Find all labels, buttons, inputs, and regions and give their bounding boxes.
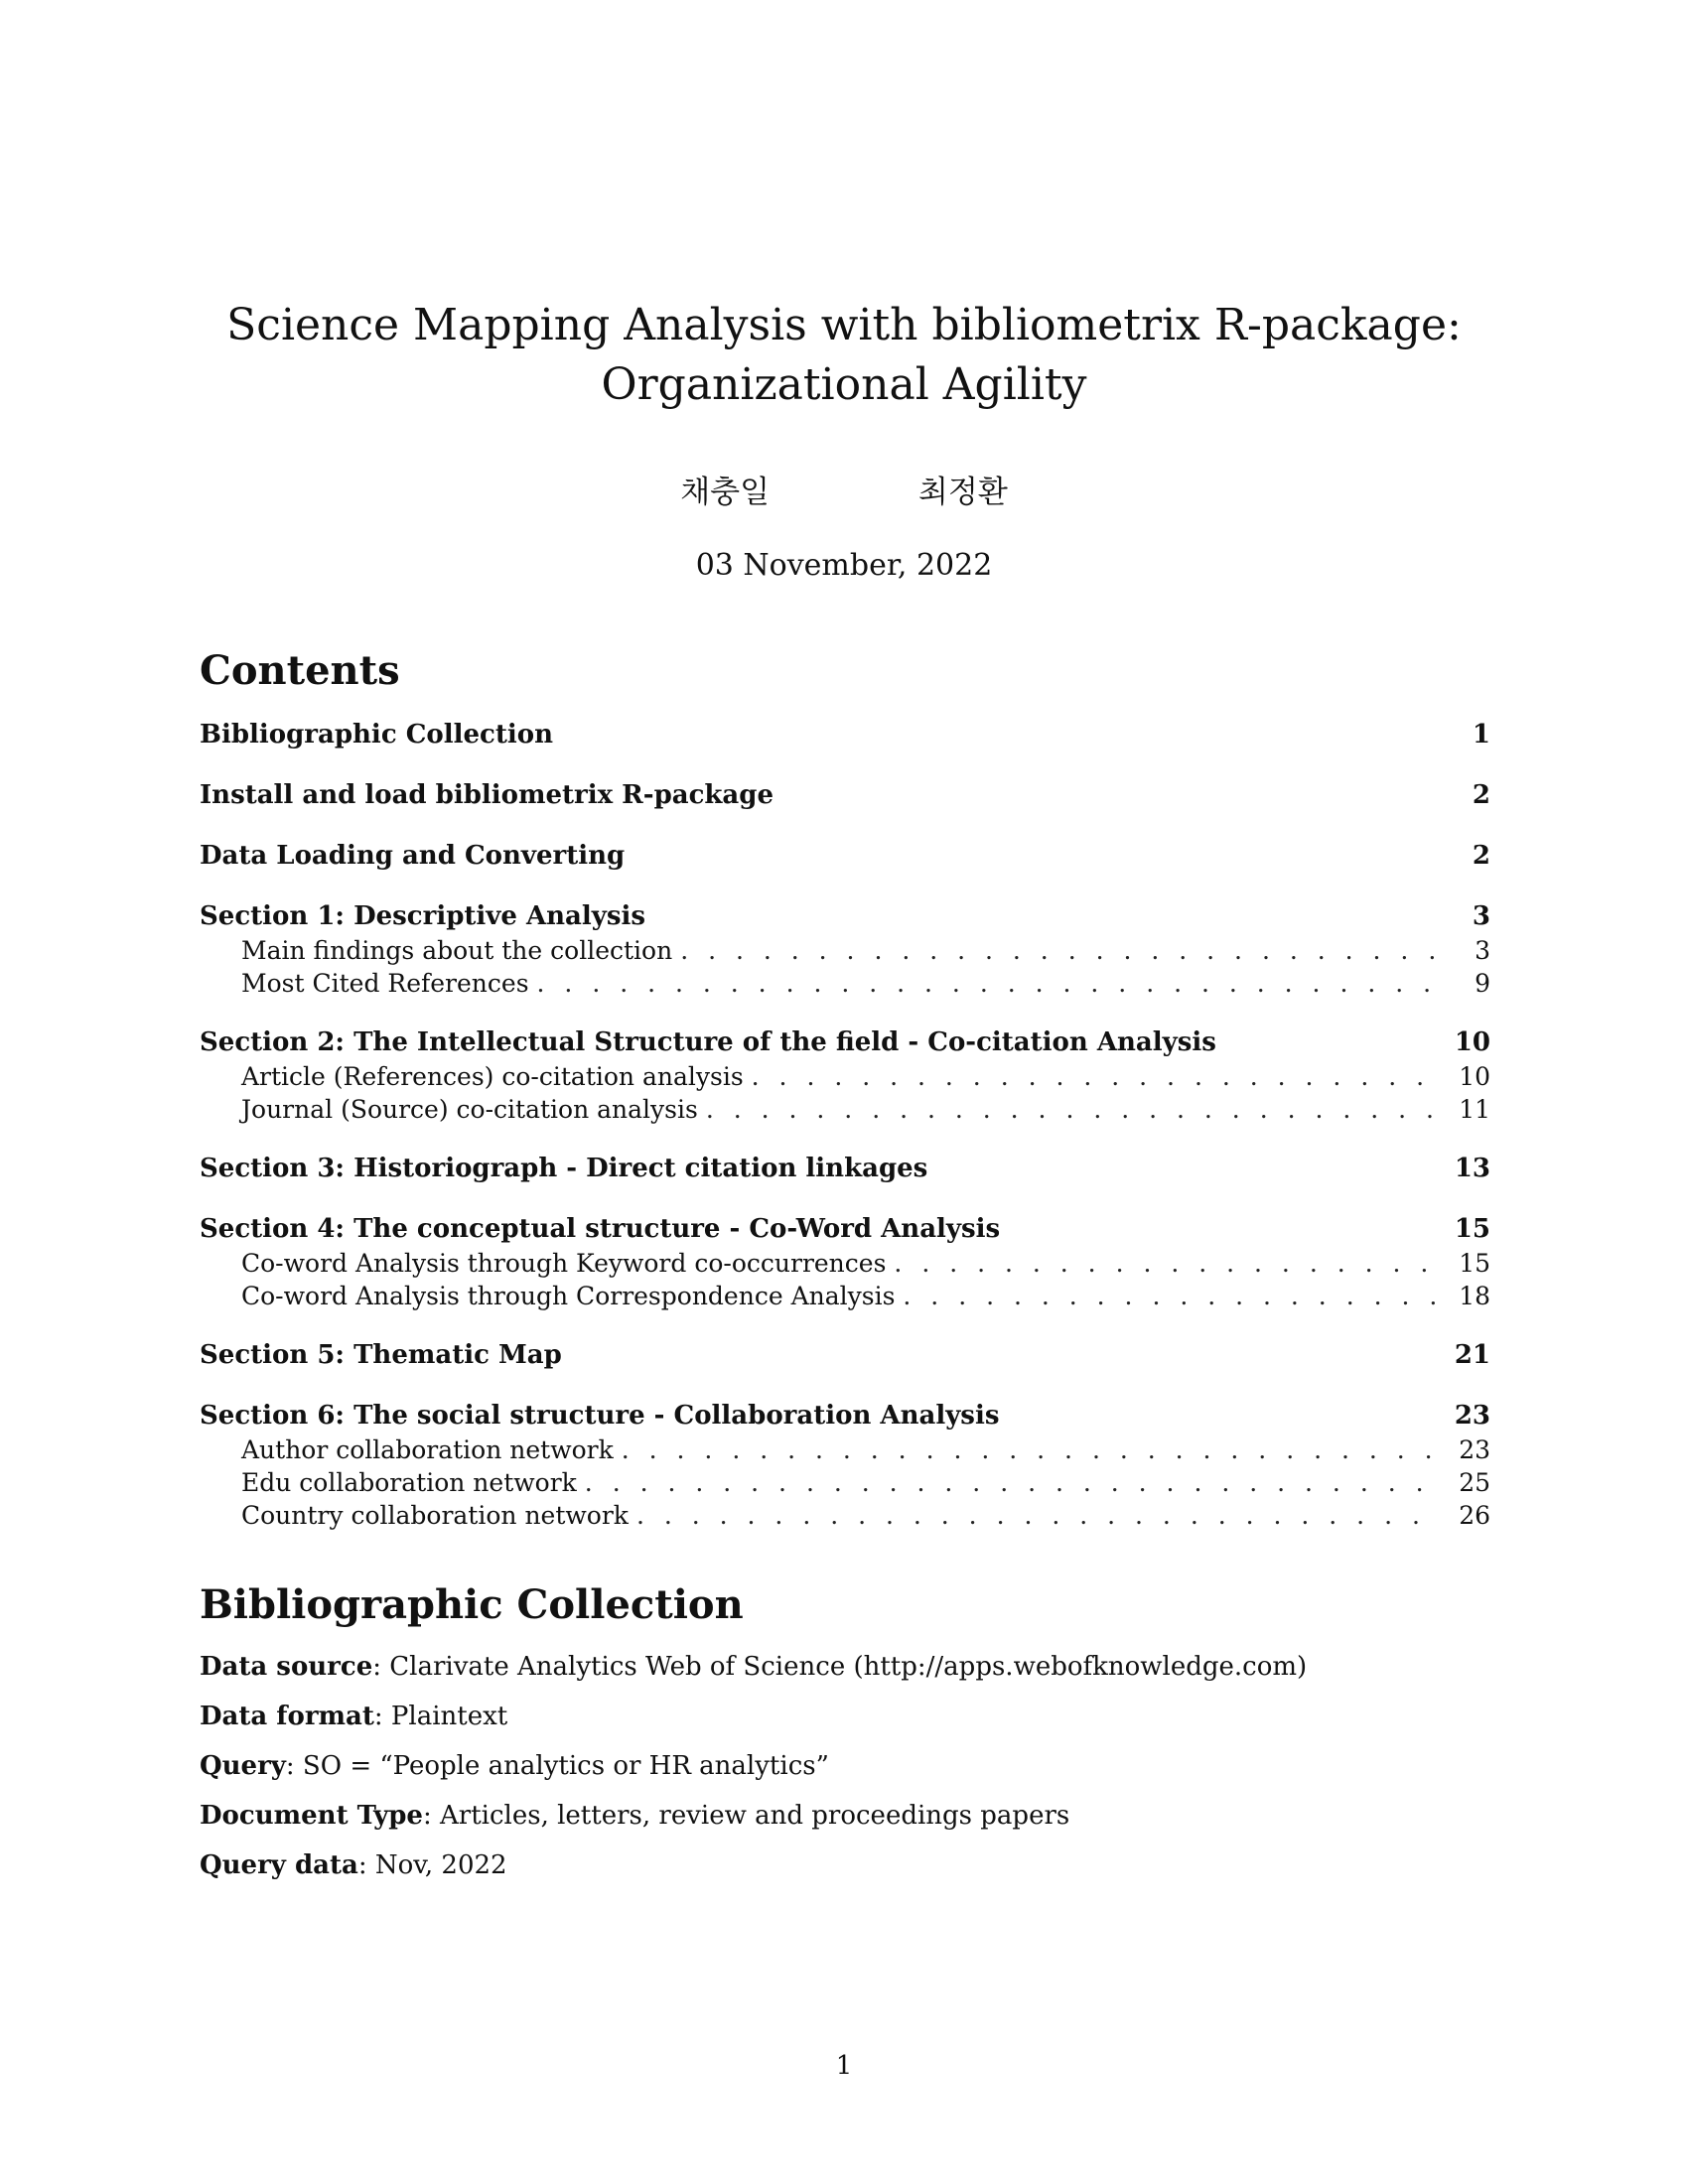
toc-subsection-label: Co-word Analysis through Correspondence Analysis [241, 1282, 896, 1310]
toc-subsection-label: Country collaboration network [241, 1501, 629, 1530]
bib-detail-key: Data source [200, 1652, 373, 1682]
toc-section-label: Install and load bibliometrix R-package [200, 780, 774, 810]
toc-subsection-label: Main findings about the collection [241, 936, 673, 965]
toc-subsection-entry[interactable] [200, 967, 1490, 1000]
bib-detail-value: : SO = “People analytics or HR analytics” [285, 1751, 829, 1781]
toc-subsection-entry[interactable] [200, 1060, 1490, 1093]
toc-section-label: Section 4: The conceptual structure - Co-Word Analysis [200, 1214, 1001, 1244]
toc-section-label: Section 3: Historiograph - Direct citation linkages [200, 1154, 928, 1183]
toc-dot-leader [622, 1433, 1437, 1466]
toc-section-page: 15 [1454, 1214, 1490, 1244]
toc-subsection-page: 15 [1459, 1249, 1490, 1278]
toc-section-entry[interactable] [200, 1398, 1490, 1433]
bib-detail-key: Query [200, 1751, 286, 1781]
bibliographic-collection-heading: Bibliographic Collection [200, 1581, 744, 1628]
toc-section-entry[interactable] [200, 1024, 1490, 1060]
bib-detail-value: : Nov, 2022 [357, 1850, 507, 1880]
toc-dot-leader [585, 1466, 1437, 1499]
toc-section-page: 2 [1472, 841, 1490, 871]
bib-detail-value: : Plaintext [373, 1702, 508, 1731]
toc-section-page: 13 [1454, 1154, 1490, 1183]
page-number: 1 [835, 2051, 853, 2081]
toc-subsection-entry[interactable] [200, 1280, 1490, 1312]
toc-section-entry[interactable] [200, 717, 1490, 752]
toc-section-entry[interactable] [200, 898, 1490, 934]
toc-section-entry[interactable] [200, 838, 1490, 874]
author-1: 채충일 [680, 475, 771, 510]
toc-subsection-page: 18 [1459, 1282, 1490, 1310]
toc-subsection-entry[interactable] [200, 1093, 1490, 1126]
bib-detail-row [200, 1797, 1490, 1846]
bib-detail-value: : Clarivate Analytics Web of Science (http://apps.webofknowledge.com) [372, 1652, 1308, 1682]
toc-section-entry[interactable] [200, 1337, 1490, 1373]
toc-dot-leader [894, 1247, 1437, 1280]
toc-section-label: Data Loading and Converting [200, 841, 626, 871]
bib-detail-value: : Articles, letters, review and proceedings papers [422, 1801, 1070, 1831]
toc-section-page: 21 [1454, 1340, 1490, 1370]
toc-subsection-label: Author collaboration network [241, 1435, 614, 1464]
toc-section-label: Section 6: The social structure - Collaboration Analysis [200, 1401, 1000, 1431]
toc-subsection-page: 9 [1475, 969, 1490, 998]
toc-section-label: Section 2: The Intellectual Structure of the field - Co-citation Analysis [200, 1027, 1216, 1057]
bib-detail-row [200, 1698, 1490, 1747]
author-2: 최정환 [917, 475, 1008, 510]
toc-dot-leader [706, 1093, 1437, 1126]
bibliographic-details [200, 1648, 1490, 1896]
toc-section-label: Section 5: Thematic Map [200, 1340, 562, 1370]
toc-subsection-page: 26 [1459, 1501, 1490, 1530]
toc-section-page: 3 [1472, 901, 1490, 931]
bib-detail-key: Document Type [200, 1801, 423, 1831]
document-date: 03 November, 2022 [695, 548, 993, 583]
toc-section-label: Bibliographic Collection [200, 720, 553, 750]
toc-subsection-page: 25 [1459, 1468, 1490, 1497]
toc-subsection-entry[interactable] [200, 1247, 1490, 1280]
toc-section-page: 10 [1454, 1027, 1490, 1057]
toc-subsection-page: 11 [1459, 1095, 1490, 1124]
toc-dot-leader [680, 934, 1437, 967]
toc-subsection-page: 3 [1475, 936, 1490, 965]
contents-heading: Contents [200, 647, 400, 694]
toc-dot-leader [752, 1060, 1437, 1093]
toc-subsection-label: Co-word Analysis through Keyword co-occurrences [241, 1249, 887, 1278]
toc-section-entry[interactable] [200, 1151, 1490, 1186]
toc-subsection-label: Article (References) co-citation analysis [241, 1062, 744, 1091]
bib-detail-row [200, 1846, 1490, 1896]
title-line-1: Science Mapping Analysis with bibliometrix R-package: [226, 300, 1462, 350]
toc-dot-leader [537, 967, 1437, 1000]
toc-subsection-label: Most Cited References [241, 969, 529, 998]
toc-section-page: 1 [1472, 720, 1490, 750]
authors [0, 467, 1688, 511]
toc-subsection-label: Journal (Source) co-citation analysis [241, 1095, 698, 1124]
toc-subsection-page: 23 [1459, 1435, 1490, 1464]
bib-detail-key: Data format [200, 1702, 374, 1731]
toc-subsection-entry[interactable] [200, 934, 1490, 967]
toc-section-label: Section 1: Descriptive Analysis [200, 901, 646, 931]
bib-detail-row [200, 1747, 1490, 1797]
title-line-2: Organizational Agility [601, 359, 1087, 410]
toc-subsection-entry[interactable] [200, 1499, 1490, 1532]
toc-subsection-entry[interactable] [200, 1433, 1490, 1466]
toc-section-page: 23 [1454, 1401, 1490, 1431]
toc-section-entry[interactable] [200, 1211, 1490, 1247]
toc-subsection-label: Edu collaboration network [241, 1468, 577, 1497]
toc-dot-leader [903, 1280, 1437, 1312]
bib-detail-row [200, 1648, 1490, 1698]
toc-dot-leader [636, 1499, 1437, 1532]
toc-subsection-page: 10 [1459, 1062, 1490, 1091]
toc-section-entry[interactable] [200, 777, 1490, 813]
bib-detail-key: Query data [200, 1850, 358, 1880]
toc-subsection-entry[interactable] [200, 1466, 1490, 1499]
toc-section-page: 2 [1472, 780, 1490, 810]
table-of-contents [200, 717, 1490, 1532]
document-title [0, 296, 1688, 415]
